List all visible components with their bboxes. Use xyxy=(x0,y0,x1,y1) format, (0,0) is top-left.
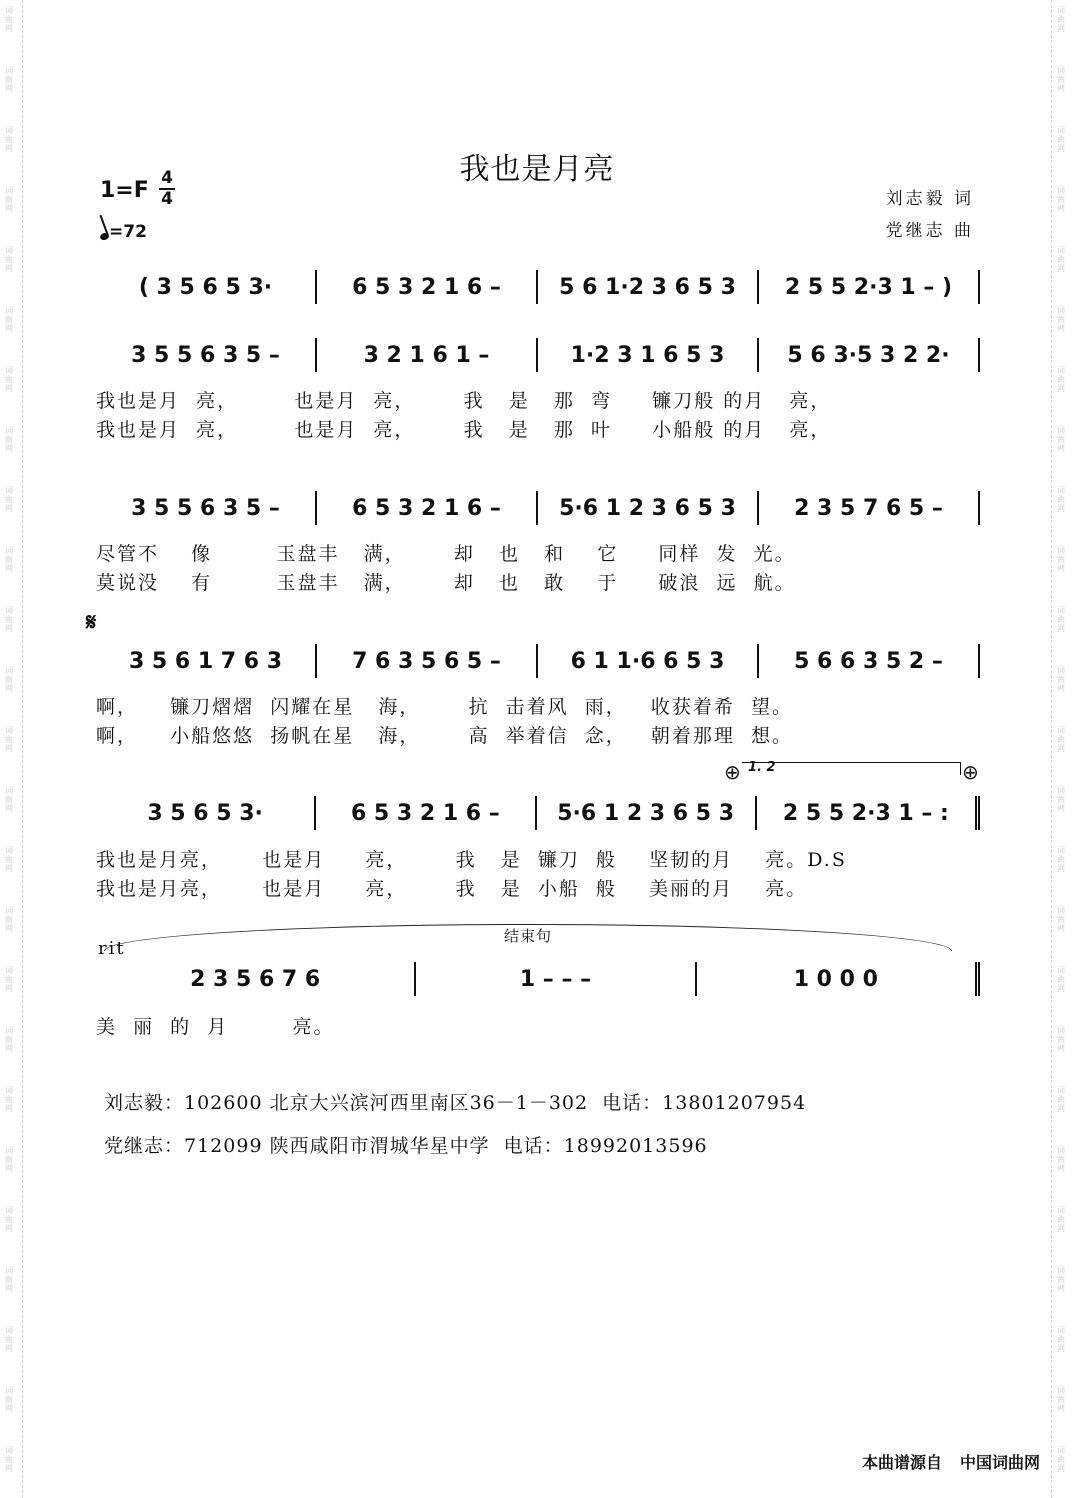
watermark-text: 词 曲 网 xyxy=(5,726,13,753)
measure: 6 1 1·6 6 5 3 xyxy=(536,644,757,678)
staff-line-3 xyxy=(96,491,980,525)
measure: 1·2 3 1 6 5 3 xyxy=(536,338,757,372)
measure: 5·6 1 2 3 6 5 3 xyxy=(535,796,755,830)
time-signature: 4 4 xyxy=(159,169,175,209)
measure: 1 0 0 0 xyxy=(695,962,980,996)
watermark-text: 词 曲 网 xyxy=(1057,906,1065,933)
lyric-verse-1: 啊， 镰刀熠熠 闪耀在星 海， 抗 击着风 雨， 收获着希 望。 xyxy=(96,696,793,718)
watermark-text: 词 曲 网 xyxy=(1057,786,1065,813)
tempo-marking: =72 xyxy=(100,222,147,242)
watermark-text: 词 曲 网 xyxy=(1057,726,1065,753)
watermark-text: 词 曲 网 xyxy=(1057,1386,1065,1413)
watermark-text: 词 曲 网 xyxy=(5,1026,13,1053)
watermark-text: 词 曲 网 xyxy=(5,6,13,33)
segno-mark: 𝄋 xyxy=(86,608,97,636)
contact-composer: 党继志：712099 陕西咸阳市渭城华星中学 电话：18992013596 xyxy=(104,1135,708,1157)
watermark-text: 词 曲 网 xyxy=(5,1146,13,1173)
watermark-text: 词 曲 网 xyxy=(1057,1446,1065,1473)
lyric-verse-1: 尽管不 像 玉盘丰 满， 却 也 和 它 同样 发 光。 xyxy=(96,543,796,565)
watermark-text: 词 曲 网 xyxy=(1057,666,1065,693)
measure: 7 6 3 5 6 5 – xyxy=(315,644,536,678)
watermark-text: 词 曲 网 xyxy=(5,246,13,273)
staff-line-5 xyxy=(96,796,980,830)
watermark-text: 词 曲 网 xyxy=(5,1086,13,1113)
lyric-ending: 美 丽 的 月 亮。 xyxy=(96,1016,335,1038)
watermark-text: 词 曲 网 xyxy=(5,606,13,633)
watermark-text: 词 曲 网 xyxy=(1057,966,1065,993)
watermark-text: 词 曲 网 xyxy=(5,846,13,873)
coda-icon: ⊕ xyxy=(724,760,741,784)
watermark-text: 词 曲 网 xyxy=(5,126,13,153)
source-credit xyxy=(862,1450,1040,1473)
measure: 3 5 5 6 3 5 – xyxy=(131,495,280,521)
measure: 3 5 6 1 7 6 3 xyxy=(128,648,283,674)
right-watermark-border xyxy=(1051,0,1074,1498)
contact-lyricist: 刘志毅：102600 北京大兴滨河西里南区36－1－302 电话：13801207954 xyxy=(104,1092,807,1114)
lyric-verse-2: 我也是月亮， 也是月 亮， 我 是 小船 般 美丽的月 亮。 xyxy=(96,878,808,900)
watermark-text: 词 曲 网 xyxy=(5,786,13,813)
measure: 2 5 5 2·3 1 – ) xyxy=(757,270,980,304)
lyric-verse-1: 我也是月 亮， 也是月 亮， 我 是 那 弯 镰刀般 的月 亮， xyxy=(96,390,832,412)
watermark-text: 词 曲 网 xyxy=(1057,426,1065,453)
watermark-text: 词 曲 网 xyxy=(1057,366,1065,393)
watermark-text: 词 曲 网 xyxy=(1057,1026,1065,1053)
lyric-verse-2: 莫说没 有 玉盘丰 满， 却 也 敢 于 破浪 远 航。 xyxy=(96,572,796,594)
measure: ( 3 5 6 5 3· xyxy=(138,274,273,300)
source-label: 本曲谱源自 xyxy=(861,1453,942,1472)
watermark-text: 词 曲 网 xyxy=(5,546,13,573)
watermark-text: 词 曲 网 xyxy=(1057,186,1065,213)
left-watermark-border xyxy=(0,0,23,1498)
lyric-verse-2: 我也是月 亮， 也是月 亮， 我 是 那 叶 小船般 的月 亮， xyxy=(96,419,832,441)
lyric-verse-1: 我也是月亮， 也是月 亮， 我 是 镰刀 般 坚韧的月 亮。D.S xyxy=(96,849,847,871)
watermark-text: 词 曲 网 xyxy=(5,1386,13,1413)
watermark-text: 词 曲 网 xyxy=(1057,1146,1065,1173)
watermark-text: 词 曲 网 xyxy=(1057,1206,1065,1233)
watermark-text: 词 曲 网 xyxy=(1057,1266,1065,1293)
watermark-text: 词 曲 网 xyxy=(5,486,13,513)
watermark-text: 词 曲 网 xyxy=(5,1326,13,1353)
watermark-text: 词 曲 网 xyxy=(1057,66,1065,93)
measure: 5 6 1·2 3 6 5 3 xyxy=(536,270,757,304)
watermark-text: 词 曲 网 xyxy=(5,966,13,993)
watermark-text: 词 曲 网 xyxy=(1057,1086,1065,1113)
watermark-text: 词 曲 网 xyxy=(5,906,13,933)
watermark-text: 词 曲 网 xyxy=(5,1446,13,1473)
watermark-text: 词 曲 网 xyxy=(1057,1326,1065,1353)
watermark-text: 词 曲 网 xyxy=(1057,306,1065,333)
watermark-text: 词 曲 网 xyxy=(1057,6,1065,33)
source-site-link[interactable]: 中国词曲网 xyxy=(959,1453,1040,1472)
watermark-text: 词 曲 网 xyxy=(1057,486,1065,513)
measure: 3 5 6 5 3· xyxy=(147,800,263,826)
composer-credit: 党继志 曲 xyxy=(885,221,974,241)
coda-icon: ⊕ xyxy=(962,760,979,784)
watermark-text: 词 曲 网 xyxy=(1057,546,1065,573)
volta-label: 1. 2 xyxy=(748,760,776,775)
measure: 2 3 5 7 6 5 – xyxy=(757,491,980,525)
watermark-text: 词 曲 网 xyxy=(5,186,13,213)
rit-marking: rit xyxy=(98,938,126,959)
lyricist-credit: 刘志毅 词 xyxy=(885,189,974,209)
watermark-text: 词 曲 网 xyxy=(5,306,13,333)
measure: 2 5 5 2·3 1 – : xyxy=(755,796,980,830)
measure: 5 6 3·5 3 2 2· xyxy=(757,338,980,372)
staff-line-1 xyxy=(96,270,980,304)
measure: 6 5 3 2 1 6 – xyxy=(315,270,536,304)
staff-line-6 xyxy=(96,962,980,996)
watermark-text: 词 曲 网 xyxy=(5,1266,13,1293)
watermark-text: 词 曲 网 xyxy=(5,666,13,693)
measure: 2 3 5 6 7 6 xyxy=(190,966,321,992)
page-title: 我也是月亮 xyxy=(459,152,615,187)
watermark-text: 词 曲 网 xyxy=(1057,846,1065,873)
staff-line-4 xyxy=(96,644,980,678)
watermark-text: 词 曲 网 xyxy=(1057,246,1065,273)
watermark-text: 词 曲 网 xyxy=(5,66,13,93)
ending-label: 结束句 xyxy=(500,925,556,946)
watermark-text: 词 曲 网 xyxy=(5,366,13,393)
measure: 5 6 6 3 5 2 – xyxy=(757,644,980,678)
key-signature: 1=F xyxy=(100,178,149,203)
measure: 3 5 5 6 3 5 – xyxy=(131,342,280,368)
watermark-text: 词 曲 网 xyxy=(1057,606,1065,633)
measure: 6 5 3 2 1 6 – xyxy=(314,796,534,830)
watermark-text: 词 曲 网 xyxy=(5,1206,13,1233)
lyric-verse-2: 啊， 小船悠悠 扬帆在星 海， 高 举着信 念， 朝着那理 想。 xyxy=(96,725,793,747)
staff-line-2 xyxy=(96,338,980,372)
measure: 3 2 1 6 1 – xyxy=(315,338,536,372)
watermark-text: 词 曲 网 xyxy=(1057,126,1065,153)
measure: 1 – – – xyxy=(414,962,694,996)
measure: 5·6 1 2 3 6 5 3 xyxy=(536,491,757,525)
watermark-text: 词 曲 网 xyxy=(5,426,13,453)
measure: 6 5 3 2 1 6 – xyxy=(315,491,536,525)
